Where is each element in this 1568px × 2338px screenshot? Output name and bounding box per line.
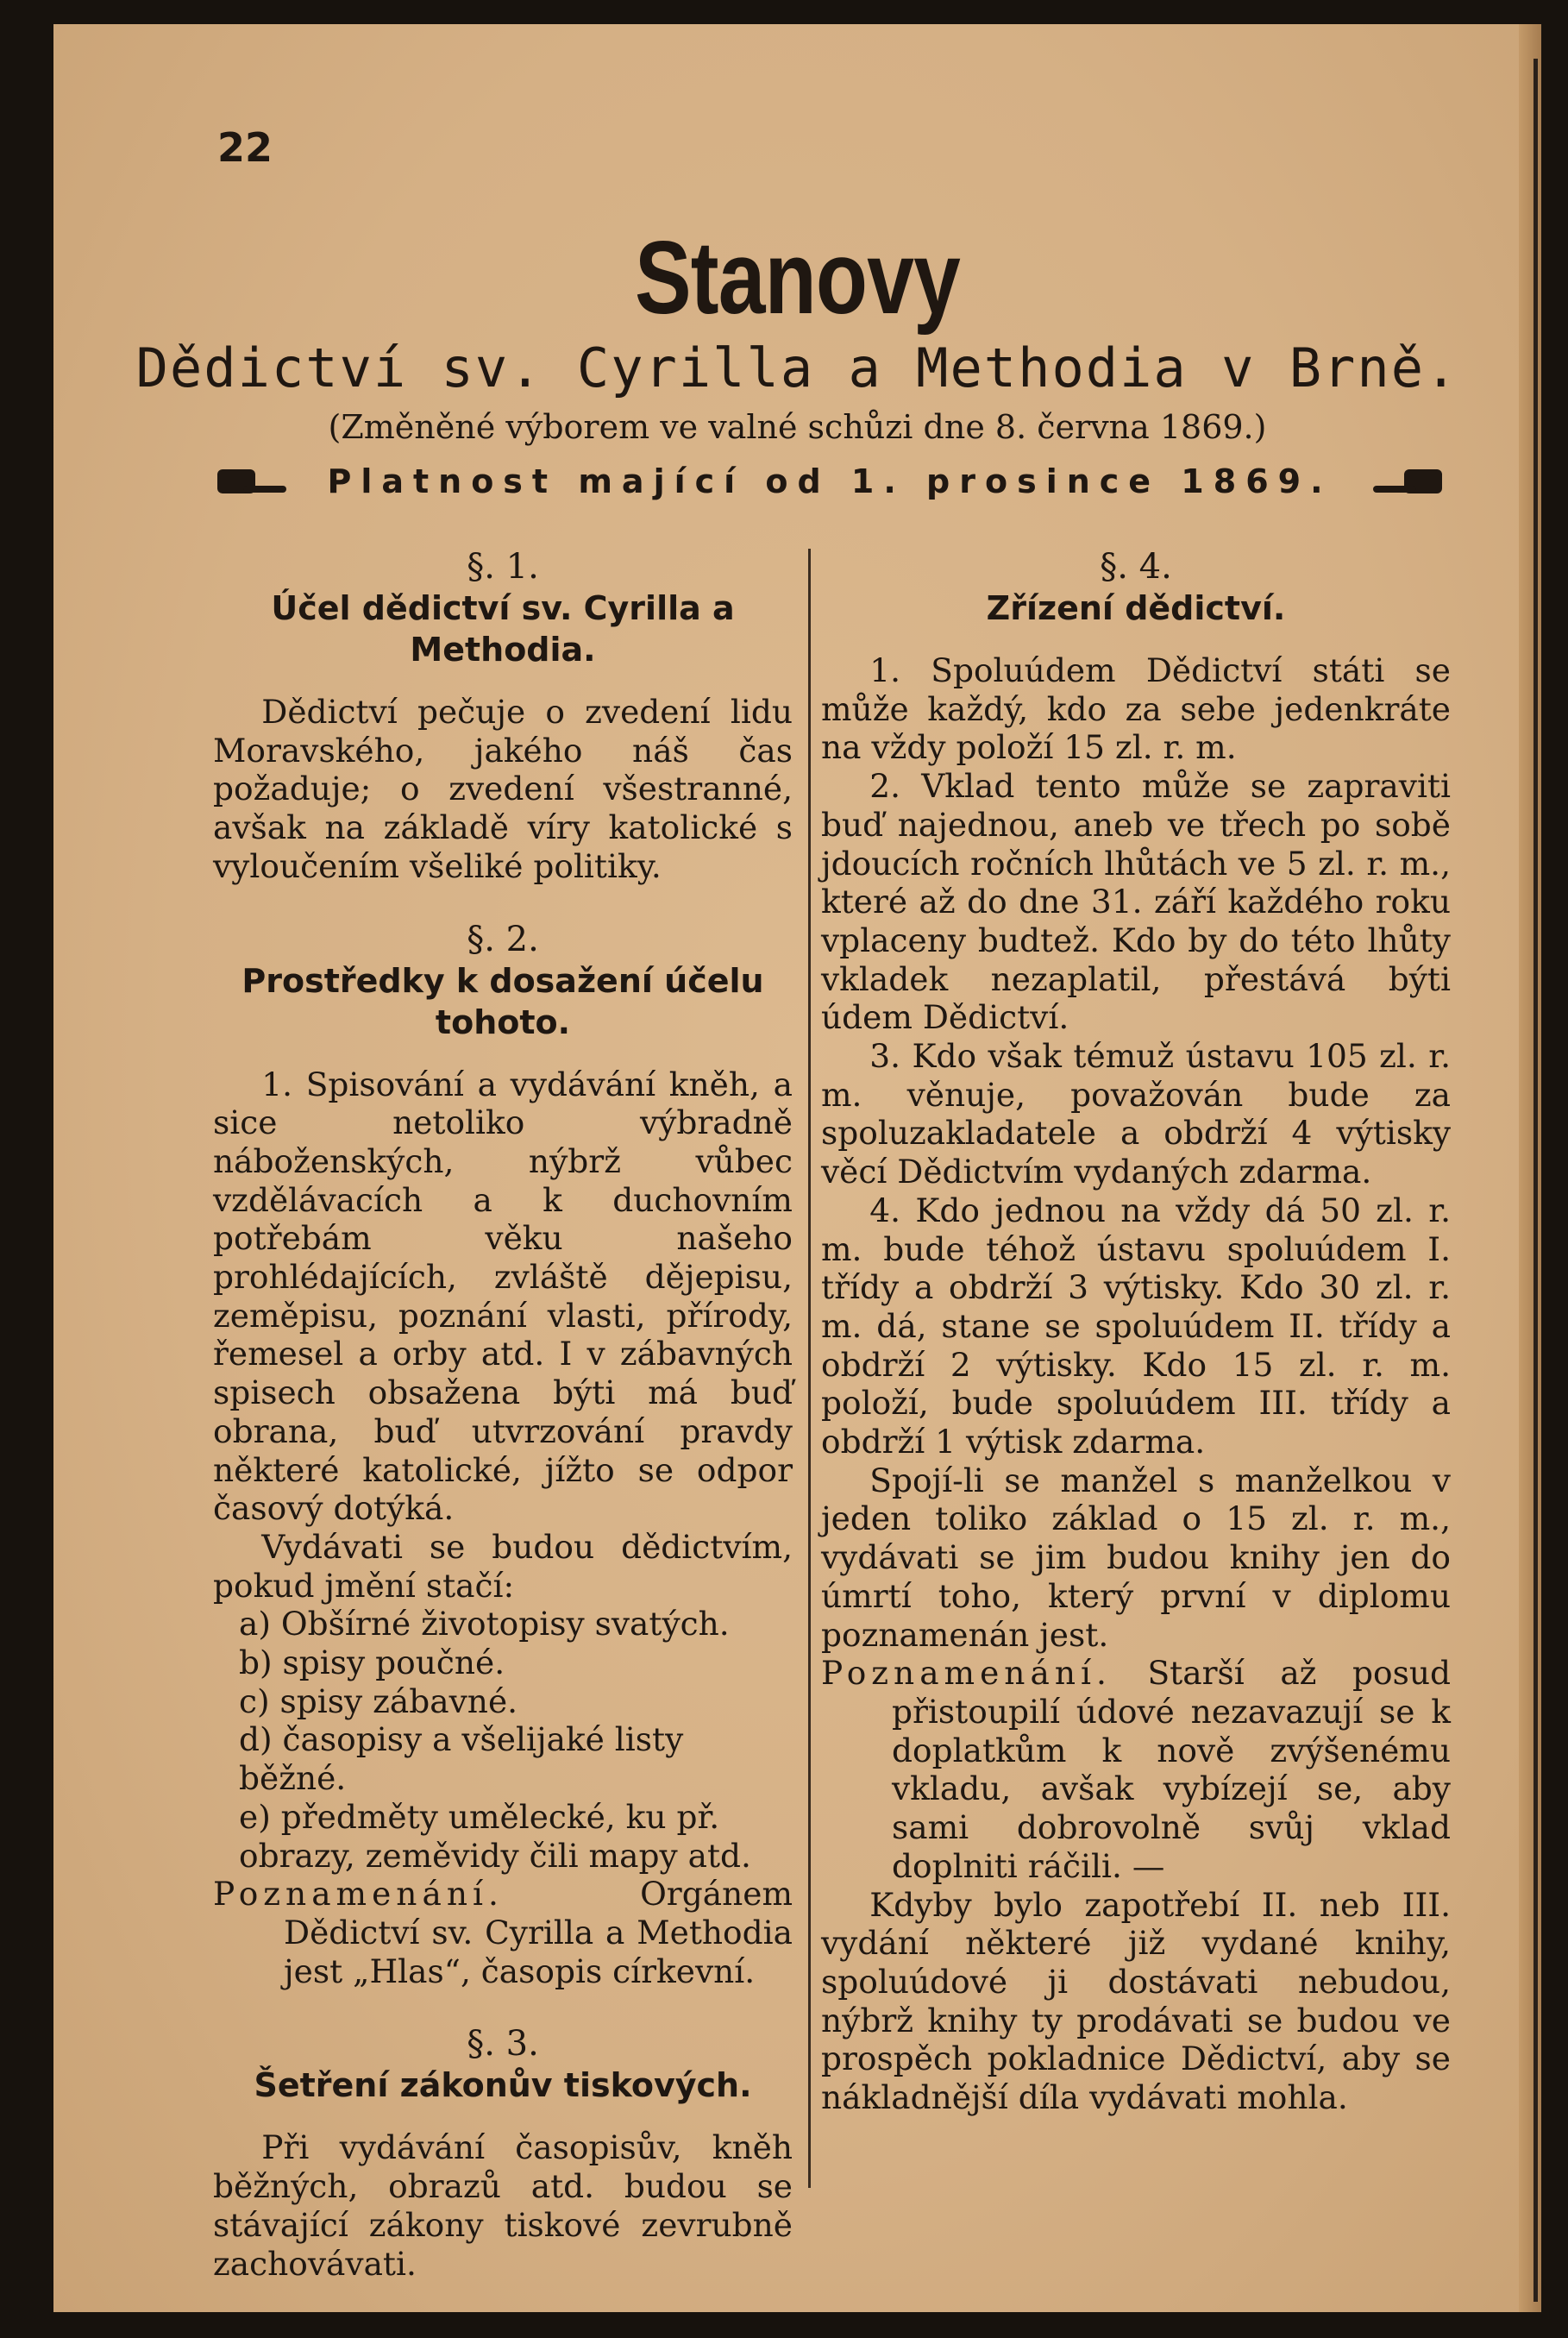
section-paragraph: 4. Kdo jednou na vždy dá 50 zl. r. m. bude téhož ústavu spoluúdem I. třídy a obdrží 3 výtisky. Kdo 30 zl. r. m. dá, stane se spoluúdem II. třídy a obdrží 2 výtisky. Kdo 15 zl. r. m. položí, bude spoluúdem III. třídy a obdrží 1 výtisk zdarma. <box>821 1191 1451 1461</box>
section-paragraph: 1. Spisování a vydávání kněh, a sice netoliko výbradně náboženských, nýbrž vůbec vzdělávacích a k duchovním potřebám věku našeho prohlédajících, zvláště dějepisu, zeměpisu, poznání vlasti, přírody, řemesel a orby atd. I v zábavných spisech obsažena býti má buď obrana, buď utvrzování pravdy některé katolické, jížto se odpor časový dotýká. <box>213 1065 793 1528</box>
page-title: Stanovy <box>634 220 961 336</box>
subtitle: Dědictví sv. Cyrilla a Methodia v Brně. <box>135 336 1459 399</box>
list-item: e) předměty umělecké, ku př. obrazy, zeměvidy čili mapy atd. <box>239 1797 751 1875</box>
section-paragraph: 2. Vklad tento může se zapraviti buď najednou, aneb ve třech po sobě jdoucích ročních lhůtách ve 5 zl. r. m., které až do dne 31. září každého roku vplaceny budtež. Kdo by do této lhůty vkladek nezaplatil, přestává býti údem Dědictví. <box>821 767 1451 1037</box>
book-page <box>53 24 1541 2312</box>
validity-text: Platnost mající od 1. prosince 1869. <box>327 462 1333 500</box>
section-paragraph: 1. Spoluúdem Dědictví státi se může každý, kdo za sebe jedenkráte na vždy položí 15 zl. r. m. <box>821 651 1451 767</box>
section-paragraph: Kdyby bylo zapotřebí II. neb III. vydání některé již vydané knihy, spoluúdové ji dostávati nebudou, nýbrž knihy ty prodávati se budou ve prospěch pokladnice Dědictví, aby se nákladnější díla vydávati mohla. <box>821 1885 1451 2117</box>
section-title: Šetření zákonův tiskových. <box>254 2066 752 2105</box>
column-divider <box>808 549 811 2188</box>
section-paragraph: Spojí-li se manžel s manželkou v jeden toliko základ o 15 zl. r. m., vydávati se jim budou knihy jen do úmrtí toho, který první v diplomu poznamenán jest. <box>821 1461 1451 1654</box>
list-item: a) Obšírné životopisy svatých. <box>239 1605 730 1644</box>
note-text: Starší až posud přistoupilí údové nezavazují se k doplatkům k nově zvýšenému vkladu, avšak vybízejí se, aby sami dobrovolně svůj vklad doplniti ráčili. — <box>892 1654 1451 1885</box>
section-title: Prostředky k dosažení účelu tohoto. <box>241 961 764 1041</box>
section-title: Zřízení dědictví. <box>986 589 1286 627</box>
right-column <box>821 546 1451 2117</box>
section-title: Účel dědictví sv. Cyrilla a Methodia. <box>271 589 735 669</box>
note-paragraph <box>821 1654 1451 1885</box>
section-number: §. 2. <box>467 919 539 959</box>
pointing-hand-icon <box>1364 468 1442 494</box>
section-text: Dědictví pečuje o zvedení lidu Moravského, jakého náš čas požaduje; o zvedení všestranné, avšak na základě víry katolické s vyloučením všeliké politiky. <box>213 693 793 885</box>
left-column <box>213 546 793 2283</box>
note-label: Poznamenání. <box>821 1654 1112 1693</box>
page-number: 22 <box>217 124 273 171</box>
note-text: Orgánem Dědictví sv. Cyrilla a Methodia jest „Hlas“, časopis církevní. <box>284 1875 793 1990</box>
section-paragraph: Vydávati se budou dědictvím, pokud jmění stačí: <box>213 1527 793 1605</box>
pointing-hand-icon <box>217 468 295 494</box>
section-text: Při vydávání časopisův, kněh běžných, obrazů atd. budou se stávající zákony tiskové zevrubně zachovávati. <box>213 2128 793 2283</box>
section-number: §. 1. <box>467 547 539 587</box>
list-item: d) časopisy a všelijaké listy běžné. <box>239 1720 684 1798</box>
section-paragraph: 3. Kdo však témuž ústavu 105 zl. r. m. věnuje, považován bude za spoluzakladatele a obdrží 4 výtisky věcí Dědictvím vydaných zdarma. <box>821 1037 1451 1191</box>
note-paragraph <box>213 1875 793 1990</box>
section-number: §. 4. <box>1100 547 1172 587</box>
note-label: Poznamenání. <box>213 1875 504 1914</box>
list-item: b) spisy poučné. <box>239 1644 505 1682</box>
list-item: c) spisy zábavné. <box>239 1681 518 1720</box>
section-number: §. 3. <box>467 2024 539 2065</box>
amendment-note: (Změněné výborem ve valné schůzi dne 8. června 1869.) <box>328 408 1267 446</box>
validity-line <box>217 462 1442 500</box>
